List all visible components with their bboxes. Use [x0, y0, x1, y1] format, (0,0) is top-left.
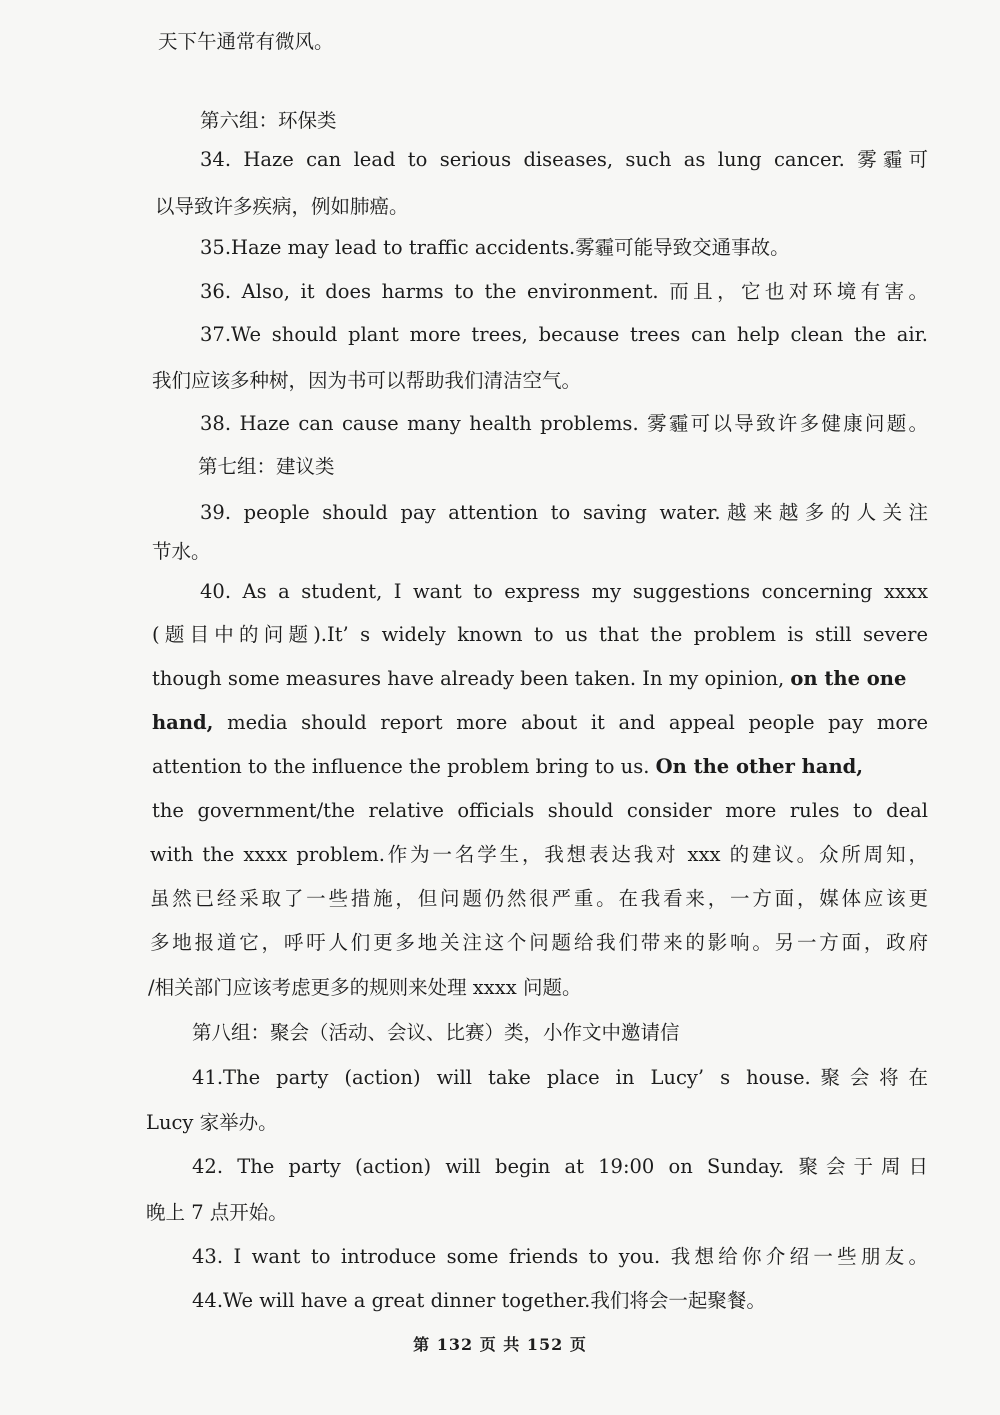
sentence-40-line2: (题目中的问题).It’ s widely known to us that the problem is still severe: [152, 623, 928, 646]
sentence-42-cont: 晚上 7 点开始。: [146, 1201, 288, 1224]
text-segment: media should report more about it and appeal people pay more: [227, 711, 929, 734]
emphasis-hand: hand,: [152, 711, 214, 734]
sentence-40-line6: the government/the relative officials should consider more rules to deal: [152, 799, 928, 822]
text-segment: though some measures have already been taken. In my opinion,: [152, 667, 785, 690]
text-segment: attention to the influence the problem bring to us.: [152, 755, 650, 778]
emphasis-on-the-one: on the one: [790, 667, 907, 690]
sentence-37: 37.We should plant more trees, because trees can help clean the air.: [200, 323, 928, 346]
sentence-40-line5: [152, 753, 1000, 781]
sentence-40-line8: 虽然已经采取了一些措施，但问题仍然很严重。在我看来，一方面，媒体应该更: [150, 887, 928, 910]
sentence-40-line3: [152, 665, 1000, 693]
section-heading-7: 第七组：建议类: [198, 455, 335, 478]
sentence-37-cont: 我们应该多种树，因为书可以帮助我们清洁空气。: [152, 369, 582, 392]
page-footer: 第 132 页 共 152 页: [413, 1335, 587, 1354]
sentence-36: 36. Also, it does harms to the environment. 而且，它也对环境有害。: [200, 280, 928, 303]
text-line: 天下午通常有微风。: [158, 30, 334, 53]
sentence-41-cont: Lucy 家举办。: [146, 1111, 278, 1134]
sentence-40: 40. As a student, I want to express my suggestions concerning xxxx: [200, 580, 928, 603]
sentence-35: 35.Haze may lead to traffic accidents.雾霾可能导致交通事故。: [200, 236, 790, 259]
sentence-44: 44.We will have a great dinner together.我们将会一起聚餐。: [192, 1289, 766, 1312]
sentence-39-cont: 节水。: [152, 540, 211, 563]
sentence-40-line4: [152, 709, 928, 737]
sentence-40-line9: 多地报道它，呼吁人们更多地关注这个问题给我们带来的影响。另一方面，政府: [150, 931, 928, 954]
sentence-42: 42. The party (action) will begin at 19:00 on Sunday. 聚会于周日: [192, 1155, 928, 1178]
emphasis-on-the-other-hand: On the other hand,: [655, 755, 864, 778]
sentence-38: 38. Haze can cause many health problems. 雾霾可以导致许多健康问题。: [200, 412, 928, 435]
sentence-41: 41.The party (action) will take place in Lucy’ s house.聚会将在: [192, 1066, 928, 1089]
sentence-43: 43. I want to introduce some friends to you. 我想给你介绍一些朋友。: [192, 1245, 928, 1268]
sentence-40-line7: with the xxxx problem.作为一名学生，我想表达我对 xxx 的建议。众所周知，: [150, 843, 928, 866]
sentence-39: 39. people should pay attention to saving water.越来越多的人关注: [200, 501, 928, 524]
sentence-40-line10: /相关部门应该考虑更多的规则来处理 xxxx 问题。: [148, 976, 582, 999]
sentence-34: 34. Haze can lead to serious diseases, such as lung cancer. 雾霾可: [200, 148, 928, 171]
sentence-34-cont: 以导致许多疾病，例如肺癌。: [155, 195, 409, 218]
section-heading-8: 第八组：聚会（活动、会议、比赛）类，小作文中邀请信: [192, 1021, 680, 1044]
section-heading-6: 第六组：环保类: [200, 109, 337, 132]
